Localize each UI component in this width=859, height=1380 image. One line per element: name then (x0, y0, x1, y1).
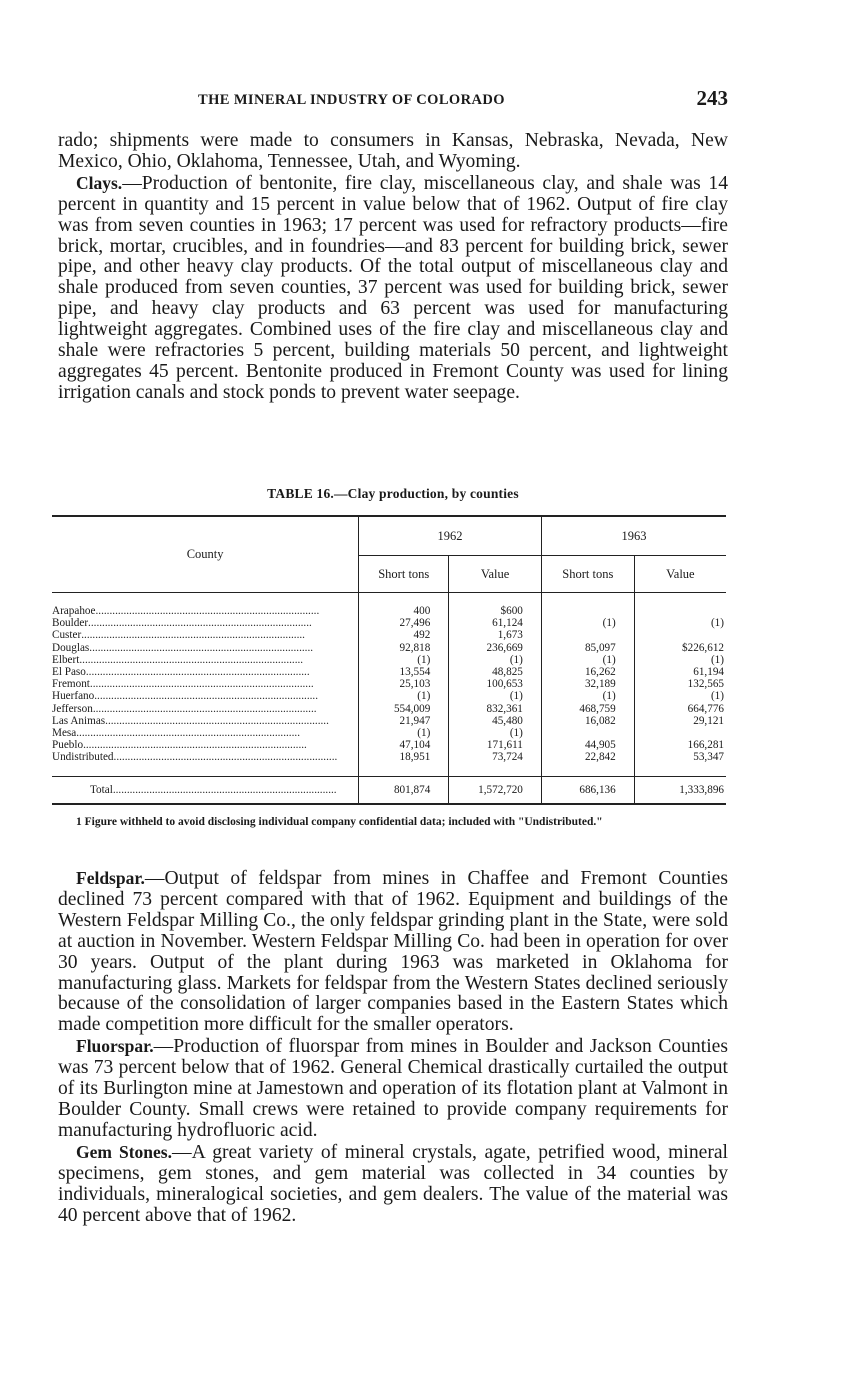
gem-stones-text: —A great variety of mineral crystals, agate, petrified wood, mineral specimens, gem stones, and gem material was collected in 34 counties by individuals, mineralogical societies, and gem dealers. The value of the material was 40 percent above that of 1962. (58, 1141, 728, 1226)
running-head (58, 86, 728, 114)
feldspar-paragraph (58, 868, 728, 1036)
value-cell: 21,947 (359, 715, 449, 727)
county-name: Boulder (52, 617, 89, 630)
dot-leader: ................................................................................ (113, 751, 338, 764)
value-cell: (1) (359, 654, 449, 666)
page-number: 243 (696, 86, 728, 110)
table-caption: TABLE 16.—Clay production, by counties (267, 486, 519, 501)
value-cell: 92,818 (359, 642, 449, 654)
value-cell: 13,554 (359, 666, 449, 678)
dot-leader: ................................................................................ (76, 727, 300, 740)
value-cell: (1) (710, 617, 724, 630)
county-cell (52, 727, 359, 739)
clays-section (58, 131, 728, 404)
value-cell (634, 629, 726, 641)
table-row (52, 678, 726, 690)
value-cell: 73,724 (449, 751, 542, 763)
value-cell: 492 (359, 629, 449, 641)
gem-stones-paragraph (58, 1142, 728, 1227)
value-cell (634, 605, 726, 617)
value-cell: 27,496 (359, 617, 449, 629)
value-cell: (1) (541, 690, 634, 702)
value-1963-header: Value (634, 556, 726, 593)
value-cell: 85,097 (541, 642, 634, 654)
dot-leader: ................................................................................ (88, 617, 312, 630)
year-1962-header: 1962 (359, 516, 542, 556)
table-body (52, 593, 726, 804)
county-name: Custer (52, 629, 82, 642)
table-row (52, 739, 726, 751)
total-label: Total (90, 783, 113, 796)
value-cell: 29,121 (693, 714, 724, 727)
dot-leader: ................................................................................ (85, 666, 310, 679)
value-1962-header: Value (449, 556, 542, 593)
county-cell (52, 617, 359, 629)
county-name: Undistributed (52, 751, 114, 764)
county-name: Fremont (52, 678, 90, 691)
feldspar-heading: Feldspar. (76, 868, 145, 888)
value-cell: 100,653 (449, 678, 542, 690)
value-cell: 664,776 (687, 702, 724, 715)
total-row (52, 776, 726, 804)
dot-leader: ................................................................................ (81, 629, 305, 642)
clays-text: —Production of bentonite, fire clay, miscellaneous clay, and shale was 14 percent in quantity and 15 percent in value below that of 1962. Output of fire clay was from seven counties in 1963; 17 percent was used for refractory products—fire brick, mortar, crucibles, and in foundries—and 83 percent for building brick, sewer pipe, and other heavy clay products. Of the total output of miscellaneous clay and shale produced from seven counties, 37 percent was used for building brick, sewer pipe, and heavy clay products and 63 percent was used for manufacturing lightweight aggregates. Combined uses of the fire clay and miscellaneous clay and shale were refractories 5 percent, building materials 50 percent, and lightweight aggregates 45 percent. Bentonite produced in Fremont County was used for lining irrigation canals and stock ponds to prevent water seepage. (58, 172, 728, 403)
value-cell: (1) (359, 727, 449, 739)
table-row (52, 654, 726, 666)
continuation-paragraph: rado; shipments were made to consumers in Kansas, Nebraska, Nevada, New Mexico, Ohio, Oklahoma, Tennessee, Utah, and Wyoming. (58, 130, 728, 172)
county-name: Arapahoe (52, 605, 96, 617)
county-cell (52, 715, 359, 727)
value-cell: 832,361 (449, 703, 542, 715)
dot-leader: ................................................................................ (112, 783, 337, 796)
county-cell (52, 605, 359, 617)
total-value-cell: 1,333,896 (634, 776, 726, 804)
value-cell: (1) (359, 690, 449, 702)
total-value-cell: 801,874 (359, 776, 449, 804)
value-cell: 554,009 (359, 703, 449, 715)
county-name: El Paso (52, 666, 86, 679)
county-name: Pueblo (52, 739, 84, 752)
value-cell: 61,124 (449, 617, 542, 629)
value-cell (541, 605, 634, 617)
value-cell: 236,669 (449, 642, 542, 654)
clays-paragraph (58, 173, 728, 404)
value-cell: $600 (449, 605, 542, 617)
table-row (52, 617, 726, 629)
feldspar-text: —Output of feldspar from mines in Chaffee and Fremont Counties declined 73 percent compared with that of 1962. Equipment and buildings of the Western Feldspar Milling Co., the only feldspar grinding plant in the State, were sold at auction in November. Western Feldspar Milling Co. had been in operation for over 30 years. Output of the plant during 1963 was marketed in Oklahoma for manufacturing glass. Markets for feldspar from the Western States declined seriously because of the consolidation of larger companies based in the Eastern States which made competition more difficult for the smaller operators. (58, 868, 728, 1036)
county-cell (52, 703, 359, 715)
value-cell (541, 629, 634, 641)
value-cell: 45,480 (449, 715, 542, 727)
value-cell: 468,759 (541, 703, 634, 715)
total-label-cell (52, 776, 359, 804)
table-footnote: 1 Figure withheld to avoid disclosing individual company confidential data; included with "Undistributed." (76, 816, 603, 828)
value-cell: 171,611 (449, 739, 542, 751)
dot-leader: ................................................................................ (92, 702, 317, 715)
county-cell (52, 739, 359, 751)
county-column-header: County (52, 516, 359, 593)
total-value-cell: 1,572,720 (449, 776, 542, 804)
value-cell: 61,194 (693, 666, 724, 679)
value-cell: (1) (449, 727, 542, 739)
county-cell (52, 666, 359, 678)
clays-heading: Clays. (76, 172, 123, 193)
county-name: Douglas (52, 641, 90, 654)
value-cell: (1) (710, 653, 724, 666)
county-cell (52, 751, 359, 763)
minerals-section (58, 868, 728, 1226)
value-cell: (1) (449, 654, 542, 666)
table-row (52, 642, 726, 654)
county-cell (52, 629, 359, 641)
value-cell: (1) (541, 654, 634, 666)
fluorspar-text: —Production of fluorspar from mines in Boulder and Jackson Counties was 73 percent below that of 1962. General Chemical drastically curtailed the output of its Burlington mine at Jamestown and operation of its flotation plant at Valmont in Boulder County. Small crews were retained to provide company requirements for manufacturing hydrofluoric acid. (58, 1036, 728, 1141)
value-cell: $226,612 (682, 641, 724, 654)
running-title: THE MINERAL INDUSTRY OF COLORADO (198, 92, 505, 108)
value-cell: (1) (710, 690, 724, 703)
county-name: Huerfano (52, 690, 95, 703)
value-cell (634, 727, 726, 739)
county-cell (52, 642, 359, 654)
value-cell (541, 727, 634, 739)
value-cell: 18,951 (359, 751, 449, 763)
year-1963-header: 1963 (541, 516, 726, 556)
short-tons-1962-header: Short tons (359, 556, 449, 593)
dot-leader: ................................................................................ (95, 605, 320, 617)
dot-leader: ................................................................................ (89, 641, 314, 654)
county-cell (52, 678, 359, 690)
total-value-cell: 686,136 (541, 776, 634, 804)
county-name: Las Animas (52, 714, 106, 727)
county-name: Mesa (52, 727, 77, 740)
dot-leader: ................................................................................ (89, 678, 314, 691)
value-cell: 44,905 (541, 739, 634, 751)
value-cell: 16,262 (541, 666, 634, 678)
table-row (52, 751, 726, 763)
fluorspar-heading: Fluorspar. (76, 1036, 154, 1057)
value-cell: 22,842 (541, 751, 634, 763)
county-cell (52, 690, 359, 702)
clay-production-table (52, 515, 726, 805)
table-row (52, 605, 726, 617)
table-row (52, 690, 726, 702)
short-tons-1963-header: Short tons (541, 556, 634, 593)
table-row (52, 727, 726, 739)
value-cell: 47,104 (359, 739, 449, 751)
table-row (52, 629, 726, 641)
value-cell: 132,565 (687, 678, 724, 691)
county-cell (52, 654, 359, 666)
value-cell: 16,082 (541, 715, 634, 727)
dot-leader: ................................................................................ (105, 714, 329, 727)
county-name: Elbert (52, 653, 80, 666)
dot-leader: ................................................................................ (83, 739, 307, 752)
value-cell: 400 (359, 605, 449, 617)
dot-leader: ................................................................................ (79, 653, 304, 666)
gem-stones-heading: Gem Stones. (76, 1141, 172, 1162)
fluorspar-paragraph (58, 1036, 728, 1142)
value-cell: 25,103 (359, 678, 449, 690)
value-cell: (1) (449, 690, 542, 702)
value-cell: 32,189 (541, 678, 634, 690)
value-cell: 48,825 (449, 666, 542, 678)
value-cell: 53,347 (693, 751, 724, 764)
table-row (52, 715, 726, 727)
value-cell: 166,281 (687, 739, 724, 752)
table-row (52, 703, 726, 715)
county-name: Jefferson (52, 702, 93, 715)
value-cell: (1) (541, 617, 634, 629)
dot-leader: ................................................................................ (94, 690, 318, 703)
table-row (52, 666, 726, 678)
value-cell: 1,673 (449, 629, 542, 641)
